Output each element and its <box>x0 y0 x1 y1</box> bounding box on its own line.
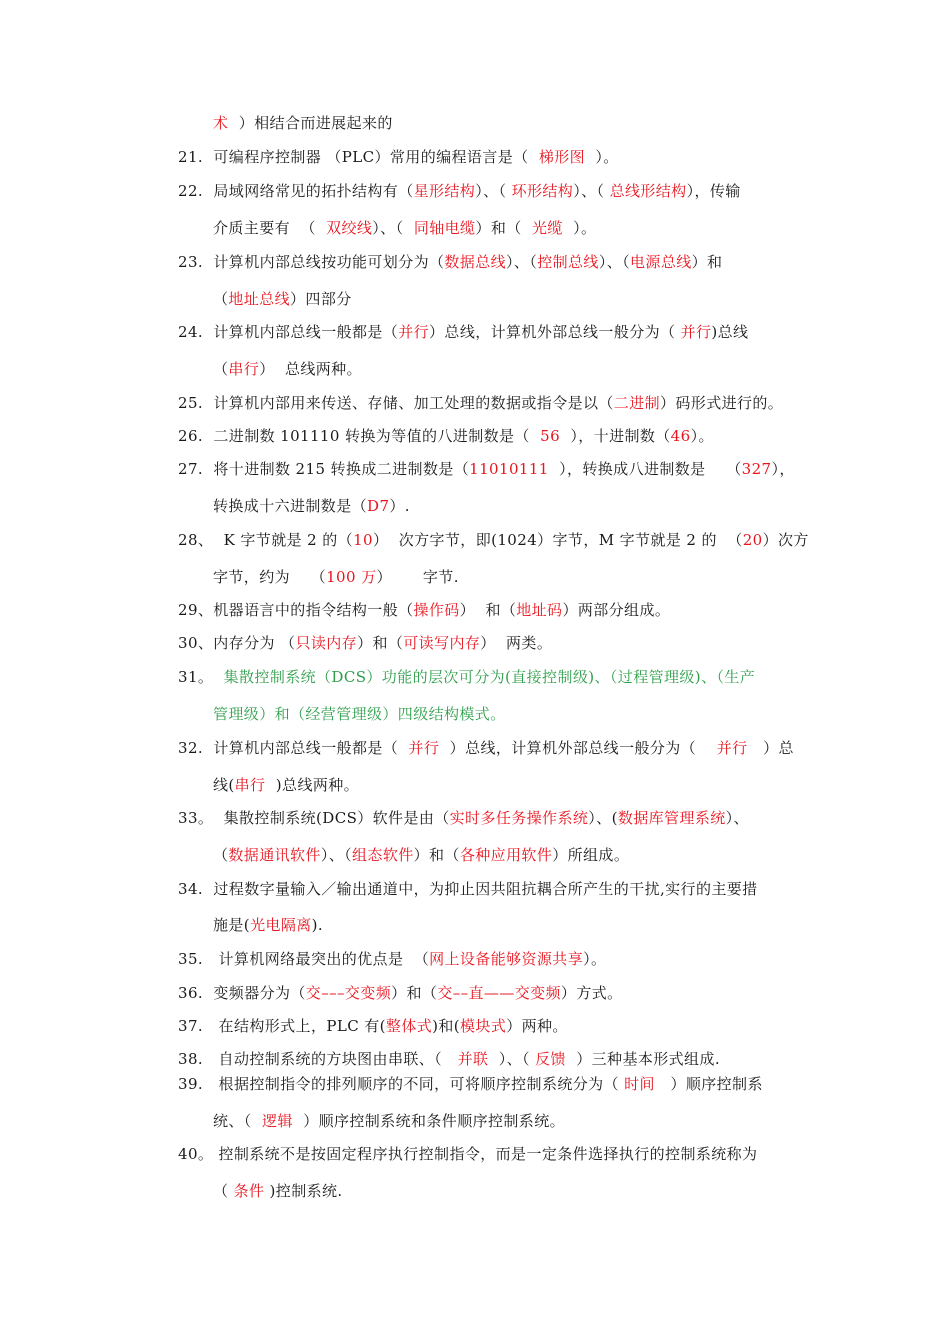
text-line <box>213 1181 343 1201</box>
question-text: 29、机器语言中的指令结构一般（ <box>178 601 414 619</box>
answer-text: 11010111 <box>469 460 549 478</box>
answer-text: 327 <box>741 460 772 478</box>
question-text: ）和 <box>691 253 723 271</box>
question-text: ）。 <box>585 148 619 166</box>
text-line <box>178 426 714 446</box>
question-text: 统、（ <box>213 1112 263 1130</box>
text-line <box>178 530 809 550</box>
question-text: ）方式。 <box>560 984 623 1002</box>
text-line <box>178 600 670 620</box>
question-text: ）。 <box>690 427 714 445</box>
question-text: 36. 变频器分为（ <box>178 984 306 1002</box>
text-line <box>213 496 410 516</box>
question-text: ）、（ <box>372 219 414 237</box>
answer-text: 反馈 <box>535 1050 566 1068</box>
answer-text: 地址码 <box>516 601 563 619</box>
answer-text: 并行 <box>716 739 748 757</box>
question-text: ）、（ <box>506 253 538 271</box>
question-text: ），转换成八进制数是 （ <box>548 460 742 478</box>
question-text: )控制系统. <box>264 1182 343 1200</box>
question-text: )和( <box>432 1017 461 1035</box>
question-text: 转换成十六进制数是（ <box>213 497 368 515</box>
question-text: （ <box>213 1182 234 1200</box>
answer-text: 各种应用软件 <box>459 846 553 864</box>
question-text: ). <box>311 916 324 934</box>
question-text: 39. 根据控制指令的排列顺序的不同，可将顺序控制系统分为（ <box>178 1075 625 1093</box>
answer-text: 串行 <box>234 776 266 794</box>
question-text: 38. 自动控制系统的方块图由串联、（ <box>178 1050 458 1068</box>
text-line <box>213 704 506 724</box>
answer-text: 并行 <box>408 739 440 757</box>
answer-text: 双绞线 <box>326 219 373 237</box>
question-text: ） 两类。 <box>480 634 553 652</box>
highlighted-text: 管理级）和（经营管理级）四级结构模式。 <box>213 705 506 723</box>
question-text: ）四部分 <box>290 290 352 308</box>
question-text: ）两种。 <box>506 1017 568 1035</box>
answer-text: 数据通讯软件 <box>228 846 321 864</box>
question-text: ） 和（ <box>459 601 517 619</box>
text-line <box>213 218 596 238</box>
text-line <box>213 915 323 935</box>
text-line <box>178 808 749 828</box>
answer-text: 逻辑 <box>262 1112 293 1130</box>
text-line <box>178 252 722 272</box>
question-text: 22. 局域网络常见的拓扑结构有（ <box>178 182 414 200</box>
text-line <box>178 949 606 969</box>
text-line <box>178 1144 757 1164</box>
question-text: 24. 计算机内部总线一般都是（ <box>178 323 399 341</box>
question-text: 施是( <box>213 916 251 934</box>
answer-text: 交–––交变频 <box>305 984 392 1002</box>
answer-text: 数据总线 <box>444 253 507 271</box>
question-text: ）次方 <box>762 531 809 549</box>
answer-text: 星形结构 <box>413 182 476 200</box>
question-text: ）相结合而进展起来的 <box>228 114 393 132</box>
answer-text: 只读内存 <box>295 634 358 652</box>
text-line <box>178 393 783 413</box>
question-text: ）所组成。 <box>552 846 630 864</box>
answer-text: 术 <box>213 114 229 132</box>
text-line <box>213 289 352 309</box>
text-line <box>213 113 393 133</box>
answer-text: 46 <box>670 427 691 445</box>
text-line <box>213 1111 565 1131</box>
answer-text: 地址总线 <box>228 290 291 308</box>
question-text: 线( <box>213 776 235 794</box>
question-text: ）、（ <box>573 182 610 200</box>
question-text: 34. 过程数字量输入／输出通道中，为抑止因共阻抗耦合所产生的干扰,实行的主要措 <box>178 880 758 898</box>
question-text: 32. 计算机内部总线一般都是（ <box>178 739 409 757</box>
question-text: 33。 集散控制系统(DCS）软件是由（ <box>178 809 450 827</box>
question-text: 介质主要有 （ <box>213 219 327 237</box>
answer-text: 条件 <box>233 1182 265 1200</box>
text-line <box>178 1016 568 1036</box>
question-text: （ <box>213 360 229 378</box>
question-text: 37. 在结构形式上，PLC 有( <box>178 1017 386 1035</box>
question-text: ）. <box>389 497 410 515</box>
question-text: （ <box>213 846 229 864</box>
question-text: ）顺序控制系 <box>654 1075 763 1093</box>
text-line <box>178 147 619 167</box>
answer-text: 网上设备能够资源共享 <box>429 950 584 968</box>
question-text: ） 总线两种。 <box>259 360 362 378</box>
answer-text: 实时多任务操作系统 <box>449 809 589 827</box>
text-line <box>178 459 795 479</box>
answer-text: 同轴电缆 <box>413 219 476 237</box>
answer-text: 并行 <box>680 323 712 341</box>
text-line <box>178 322 748 342</box>
question-text: 35. 计算机网络最突出的优点是 （ <box>178 950 430 968</box>
question-text: 23. 计算机内部总线按功能可划分为（ <box>178 253 445 271</box>
question-text: ），传输 <box>686 182 741 200</box>
question-text: ）、 <box>725 809 749 827</box>
answer-text: 组态软件 <box>352 846 414 864</box>
question-text: ）和（ <box>475 219 532 237</box>
answer-text: 操作码 <box>413 601 460 619</box>
question-text: ）总线，计算机外部总线一般分为（ <box>429 323 681 341</box>
question-text: )总线 <box>711 323 749 341</box>
question-text: ）总线，计算机外部总线一般分为（ <box>439 739 717 757</box>
text-line <box>178 983 623 1003</box>
question-text: ）。 <box>583 950 607 968</box>
text-line <box>178 1074 763 1094</box>
question-text: 28、 K 字节就是 2 的（ <box>178 531 354 549</box>
question-text: 27. 将十进制数 215 转换成二进制数是（ <box>178 460 470 478</box>
answer-text: 环形结构 <box>511 182 574 200</box>
question-text: )总线两种。 <box>265 776 360 794</box>
question-text: ） 字节. <box>376 568 459 586</box>
question-text: ）和（ <box>413 846 460 864</box>
question-text: 25. 计算机内部用来传送、存储、加工处理的数据或指令是以（ <box>178 394 614 412</box>
question-text: ）、( <box>588 809 618 827</box>
question-text: 40。 控制系统不是按固定程序执行控制指令，而是一定条件选择执行的控制系统称为 <box>178 1145 758 1163</box>
question-text: 26. 二进制数 101110 转换为等值的八进制数是（ <box>178 427 541 445</box>
question-text: ）、（ <box>320 846 353 864</box>
answer-text: 二进制 <box>613 394 660 412</box>
question-text: ）码形式进行的。 <box>660 394 784 412</box>
question-text: ）总 <box>747 739 794 757</box>
answer-text: 可读写内存 <box>403 634 481 652</box>
answer-text: 控制总线 <box>537 253 599 271</box>
text-line <box>213 775 359 795</box>
question-text: ）、（ <box>475 182 512 200</box>
question-text: ）和（ <box>357 634 404 652</box>
answer-text: 电源总线 <box>630 253 692 271</box>
question-text: ） 次方字节，即(1024）字节，M 字节就是 2 的 （ <box>372 531 743 549</box>
question-text: ）两部分组成。 <box>562 601 671 619</box>
question-text: 字节，约为 （ <box>213 568 327 586</box>
question-text: ）和（ <box>391 984 438 1002</box>
answer-text: 光缆 <box>531 219 563 237</box>
text-line <box>178 667 755 687</box>
question-text: ），十进制数（ <box>560 427 671 445</box>
question-text: ）三种基本形式组成. <box>565 1050 721 1068</box>
text-line <box>178 738 794 758</box>
question-text: ）、（ <box>488 1050 536 1068</box>
answer-text: 并行 <box>398 323 430 341</box>
answer-text: 串行 <box>228 360 260 378</box>
text-line <box>213 567 459 587</box>
answer-text: 整体式 <box>385 1017 433 1035</box>
question-text: ）， <box>771 460 795 478</box>
answer-text: 交––直——交变频 <box>437 984 561 1002</box>
highlighted-text: 集散控制系统（DCS）功能的层次可分为(直接控制级)、（过程管理级)、（生产 <box>223 668 756 686</box>
question-text: ）顺序控制系统和条件顺序控制系统。 <box>292 1112 565 1130</box>
answer-text: 光电隔离 <box>250 916 312 934</box>
answer-text: 100 万 <box>326 568 377 586</box>
text-line <box>178 879 758 899</box>
question-text: ）、（ <box>598 253 631 271</box>
question-text: 31。 <box>178 668 224 686</box>
answer-text: 10 <box>353 531 373 549</box>
answer-text: 并联 <box>457 1050 489 1068</box>
answer-text: 总线形结构 <box>609 182 687 200</box>
answer-text: 20 <box>742 531 763 549</box>
answer-text: D7 <box>367 497 390 515</box>
text-line <box>178 1049 720 1069</box>
text-line <box>178 181 741 201</box>
question-text: 30、内存分为 （ <box>178 634 296 652</box>
question-text: （ <box>213 290 229 308</box>
answer-text: 时间 <box>624 1075 655 1093</box>
text-line <box>178 633 552 653</box>
answer-text: 梯形图 <box>538 148 586 166</box>
question-text: ）。 <box>562 219 597 237</box>
text-line <box>213 359 362 379</box>
answer-text: 模块式 <box>460 1017 507 1035</box>
text-line <box>213 845 629 865</box>
question-text: 21. 可编程序控制器 （PLC）常用的编程语言是（ <box>178 148 539 166</box>
answer-text: 数据库管理系统 <box>617 809 726 827</box>
answer-text: 56 <box>540 427 561 445</box>
